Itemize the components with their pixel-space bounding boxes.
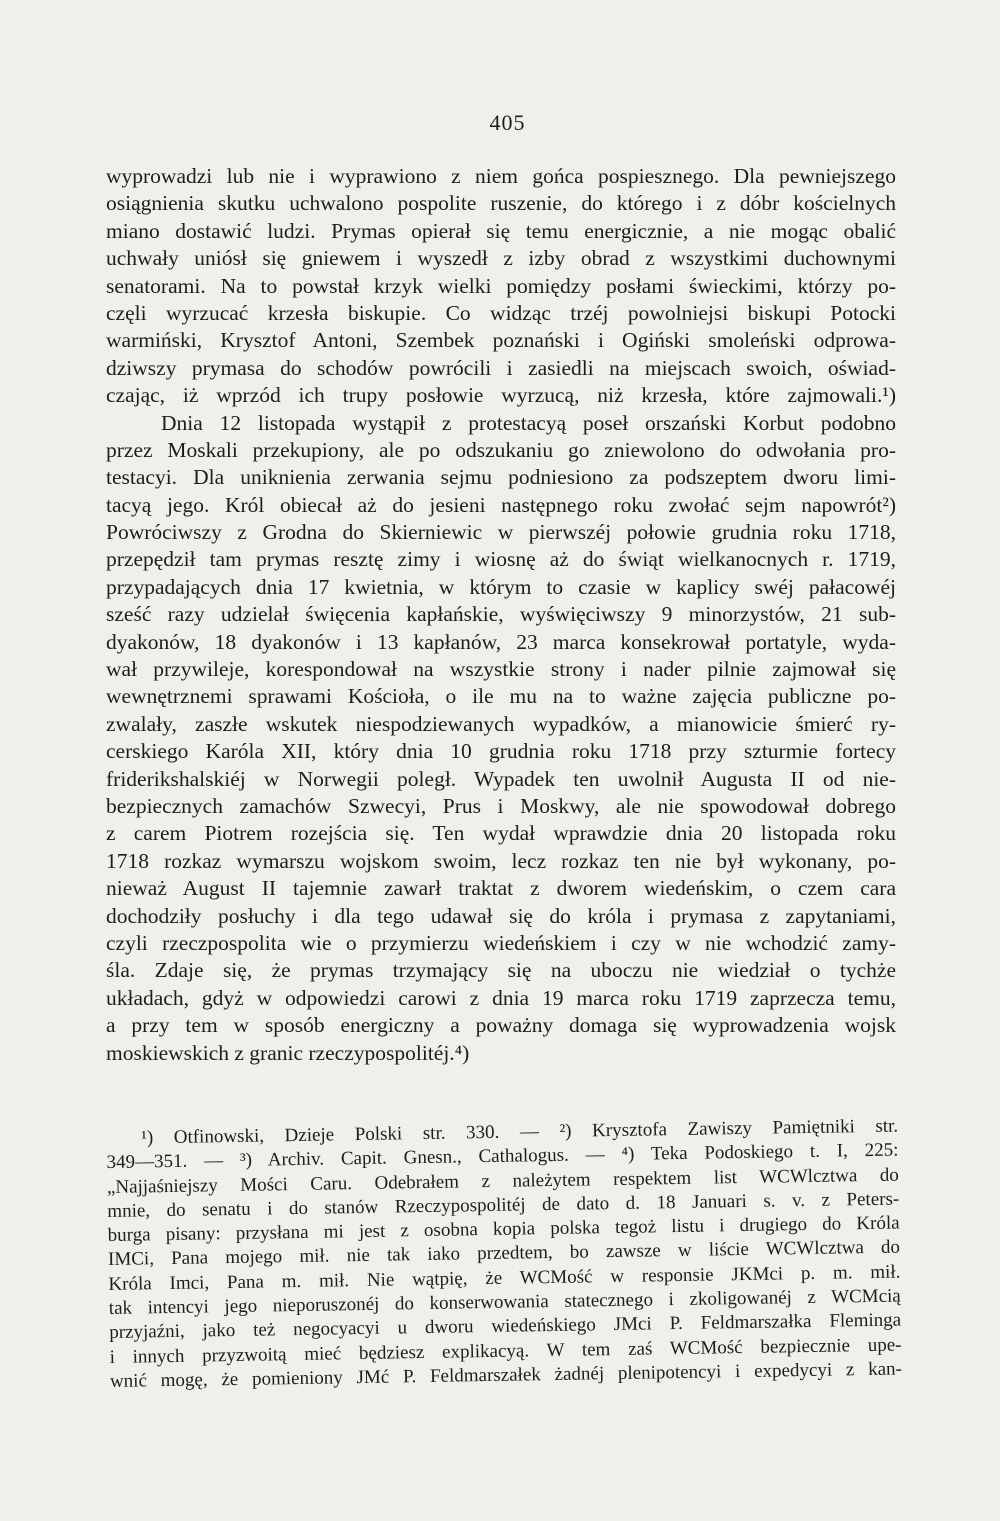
body-line: dyakonów, 18 dyakonów i 13 kapłanów, 23 marca konsekrował portatyle, wyda-	[106, 629, 896, 654]
footnotes	[106, 1115, 902, 1395]
body-line: czyli rzeczpospolita wie o przymierzu wiedeńskiem i czy w nie wchodzić zamy-	[106, 930, 896, 955]
footnote-line: burga pisany: przysłana mi jest z osobna kopia polska tegoż listu i drugiego do Króla	[107, 1212, 900, 1247]
body-line: nieważ August II tajemnie zawarł traktat z dworem wiedeńskim, o czem cara	[106, 876, 896, 901]
footnote-line: IMCi, Pana mojego mił. nie tak iako przedtem, bo zawsze w liście WCWlcztwa do	[107, 1237, 901, 1271]
body-line: 1718 rozkaz wymarszu wojskom swoim, lecz rozkaz ten nie był wykonany, po-	[106, 848, 896, 873]
footnote-line: tak intencyi jego nieporuszonéj do konserwowania statecznego i zkoligowanéj z WCMcią	[108, 1285, 901, 1320]
body-line: śla. Zdaje się, że prymas trzymający się na uboczu nie wiedział o tychże	[106, 958, 896, 983]
body-line: przypadających dnia 17 kwietnia, w którym to czasie w kaplicy swéj pałacowéj	[106, 574, 896, 599]
body-line: dochodziły posłuchy i dla tego udawał się do króla i prymasa z zapytaniami,	[106, 903, 896, 928]
body-line: friderikshalskiéj w Norwegii poległ. Wypadek ten uwolnił Augusta II od nie-	[106, 766, 896, 791]
body-line: sześć razy udzielał święcenia kapłańskie, wyświęciwszy 9 minorzystów, 21 sub-	[106, 602, 896, 627]
body-line: wyprowadzi lub nie i wyprawiono z niem gońca pospiesznego. Dla pewniejszego	[106, 164, 896, 188]
body-line: bezpiecznych zamachów Szwecyi, Prus i Moskwy, ale nie spowodował dobrego	[106, 793, 896, 818]
footnote-line: przyjaźni, jako też negocyacyi u dworu wiedeńskiego JMci P. Feldmarszałka Fleminga	[109, 1309, 902, 1344]
body-line: przepędził tam prymas resztę zimy i wiosnę aż do świąt wielkanocnych r. 1719,	[106, 547, 896, 572]
body-text	[106, 163, 896, 1067]
body-line: osiągnienia skutku uchwalono pospolite ruszenie, do którego i z dóbr kościelnych	[106, 191, 896, 216]
body-line: tacyą jego. Król obiecał aż do jesieni następnego roku zwołać sejm napowrót²)	[106, 492, 896, 517]
body-line: dziwszy prymasa do schodów powrócili i zasiedli na miejscach swoich, oświad-	[106, 355, 896, 380]
footnote-line: ¹) Otfinowski, Dzieje Polski str. 330. — ²) Krysztofa Zawiszy Pamiętniki str.	[141, 1115, 899, 1149]
body-line: wewnętrznemi sprawami Kościoła, o ile mu na to ważne zajęcia publiczne po-	[106, 684, 896, 709]
body-line: uchwały uniósł się gniewem i wyszedł z izby obrad z wszystkimi duchownymi	[106, 246, 896, 271]
footnote-line: i innych przyzwoitą mieć będziesz explikacyą. W tem zaś WCMość bezpiecznie upe-	[109, 1334, 902, 1368]
body-line: miano dostawić ludzi. Prymas opierał się temu energicznie, a nie mogąc obalić	[106, 218, 896, 243]
body-line: warmiński, Krysztof Antoni, Szembek poznański i Ogiński smoleński odprowa-	[106, 328, 896, 353]
body-line: wał przywileje, korespondował na wszystkie strony i nader pilnie zajmował się	[106, 657, 896, 682]
body-line: senatorami. Na to powstał krzyk wielki pomiędzy posłami świeckimi, którzy po-	[106, 273, 896, 298]
body-line: testacyi. Dla uniknienia zerwania sejmu podniesiono za podszeptem dworu limi-	[106, 465, 896, 490]
footnote-line: wnić mogę, że pomieniony JMć P. Feldmarszałek żadnéj plenipotencyi i expedycyi z kan-	[109, 1358, 903, 1392]
body-line: cerskiego Karóla XII, który dnia 10 grudnia roku 1718 przy szturmie fortecy	[106, 739, 896, 764]
body-line: Dnia 12 listopada wystąpił z protestacyą poseł orszański Korbut podobno	[161, 410, 896, 435]
footnote-line: mnie, do senatu i do stanów Rzeczypospolitéj de dato d. 18 Januari s. v. z Peters-	[107, 1188, 900, 1222]
body-line: układach, gdyż w odpowiedzi carowi z dnia 19 marca roku 1719 zaprzecza temu,	[106, 985, 896, 1010]
body-line: przez Moskali przekupiony, ale po odszukaniu go zniewolono do odwołania pro-	[106, 437, 896, 462]
body-line: moskiewskich z granic rzeczypospolitéj.⁴)	[106, 1040, 470, 1065]
footnote-line: „Najjaśniejszy Mości Caru. Odebrałem z należytem respektem list WCWlcztwa do	[106, 1164, 900, 1198]
body-line: czając, iż wprzód ich trupy posłowie wyrzucą, niż krzesła, które zajmowali.¹)	[106, 383, 896, 408]
footnote-line: 349—351. — ³) Archiv. Capit. Gnesn., Cathalogus. — ⁴) Teka Podoskiego t. I, 225:	[106, 1139, 899, 1174]
footnote-line: Króla Imci, Pana m. mił. Nie wątpię, że WCMość w responsie JKMci p. m. mił.	[108, 1261, 901, 1295]
body-line: z carem Piotrem rozejścia się. Ten wydał wprawdzie dnia 20 listopada roku	[106, 821, 896, 846]
body-line: zwalały, zaszłe wskutek niespodziewanych wypadków, a mianowicie śmierć ry-	[106, 711, 896, 736]
body-line: Powróciwszy z Grodna do Skierniewic w pierwszéj połowie grudnia roku 1718,	[106, 520, 896, 545]
body-line: a przy tem w sposób energiczny a poważny domaga się wyprowadzenia wojsk	[106, 1013, 896, 1038]
body-line: częli wyrzucać krzesła biskupie. Co widząc trzéj powolniejsi biskupi Potocki	[106, 300, 896, 325]
page-number: 405	[489, 110, 526, 135]
